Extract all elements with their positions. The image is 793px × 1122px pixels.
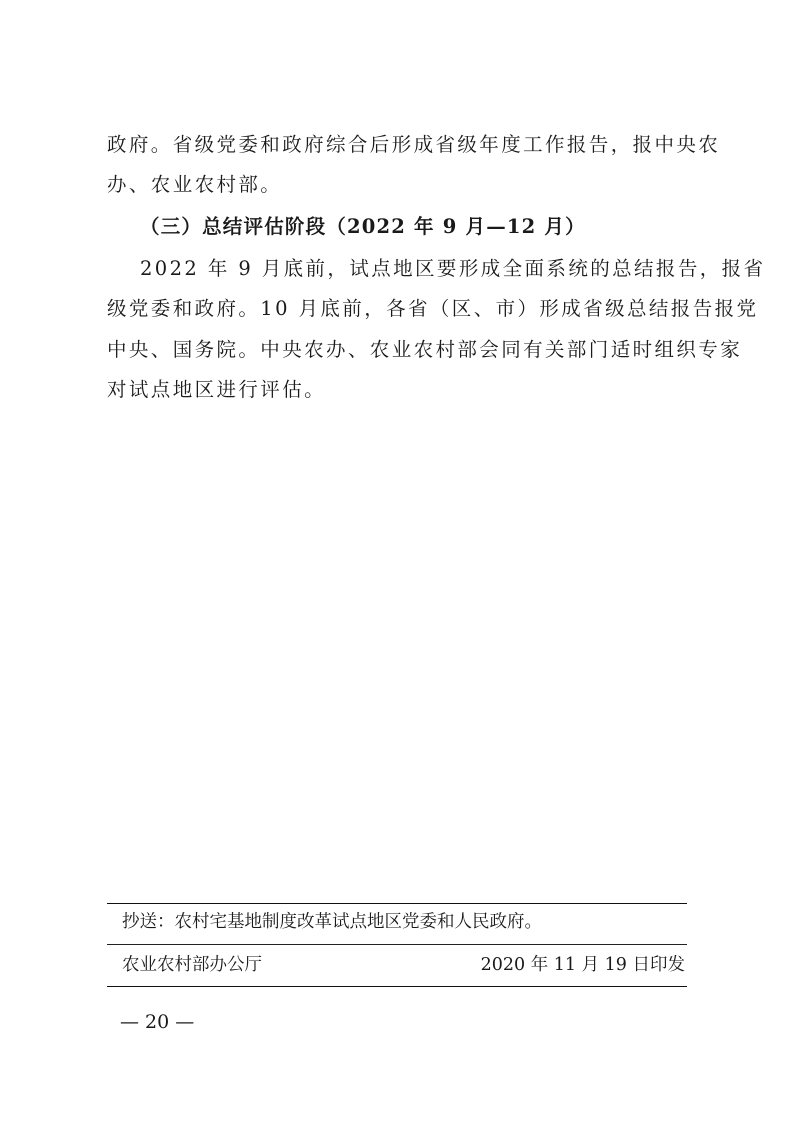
footer-middle-rule (107, 944, 687, 945)
footer-bottom-rule (107, 986, 687, 987)
issuer: 农业农村部办公厅 (122, 955, 262, 975)
paragraph-1-line-2: 办、农业农村部。 (107, 173, 283, 196)
section-heading: （三）总结评估阶段（2022 年 9 月—12 月） (140, 215, 586, 238)
cc-line: 抄送：农村宅基地制度改革试点地区党委和人民政府。 (122, 912, 542, 932)
page-number: — 20 — (120, 1011, 195, 1033)
paragraph-2-line-4: 对试点地区进行评估。 (107, 378, 327, 401)
footer-top-rule (107, 903, 687, 904)
paragraph-2-line-3: 中央、国务院。中央农办、农业农村部会同有关部门适时组织专家 (107, 338, 743, 361)
paragraph-1-line-1: 政府。省级党委和政府综合后形成省级年度工作报告，报中央农 (107, 133, 721, 156)
paragraph-2-line-1: 2022 年 9 月底前，试点地区要形成全面系统的总结报告，报省 (140, 257, 766, 280)
paragraph-2-line-2: 级党委和政府。10 月底前，各省（区、市）形成省级总结报告报党 (107, 297, 759, 320)
issue-date: 2020 年 11 月 19 日印发 (480, 955, 685, 975)
